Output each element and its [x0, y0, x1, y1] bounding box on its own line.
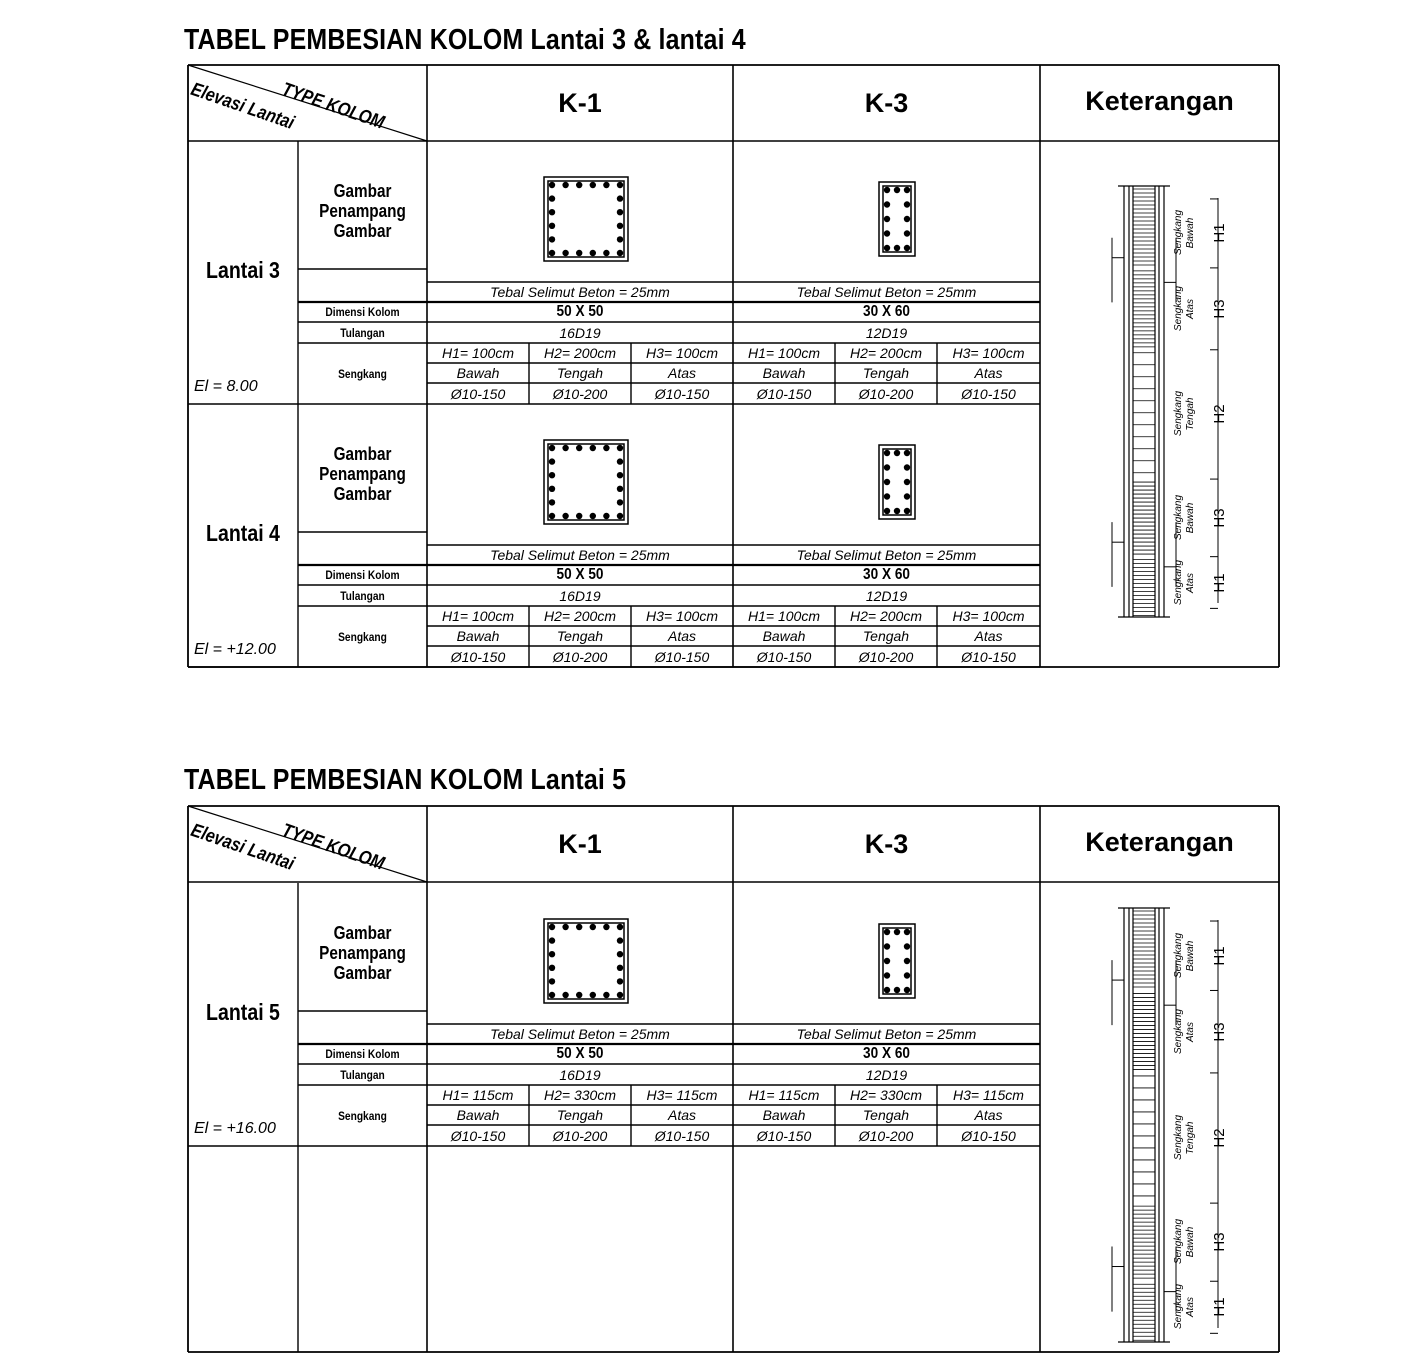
- rebar-dot: [562, 924, 568, 930]
- rebar-dot: [904, 245, 910, 251]
- k3-zone: Bawah: [762, 628, 806, 644]
- rebar-dot: [617, 236, 623, 242]
- k1-zone: Tengah: [556, 628, 604, 644]
- rebar-dot: [576, 992, 582, 998]
- rebar-dot: [549, 992, 555, 998]
- rebar-dot: [549, 499, 555, 505]
- rebar-dot: [549, 472, 555, 478]
- rebar-dot: [549, 965, 555, 971]
- k3-zone: Atas: [974, 1107, 1003, 1123]
- keterangan-sengkang-label: Sengkang: [1173, 559, 1184, 605]
- column-header-k3: K-3: [864, 87, 909, 118]
- k3-cross-section: [879, 924, 915, 998]
- rebar-dot: [576, 513, 582, 519]
- k1-h-value: H1= 100cm: [442, 345, 514, 361]
- keterangan-h-label: H3: [1210, 1022, 1228, 1042]
- rebar-dot: [549, 195, 555, 201]
- gambar-penampang-label: Gambar Penampang Gambar: [319, 181, 406, 241]
- k3-zone: Tengah: [862, 1107, 910, 1123]
- k3-sengkang-value: Ø10-150: [961, 1127, 1016, 1144]
- k1-sengkang-value: Ø10-150: [450, 648, 506, 665]
- rebar-dot: [617, 965, 623, 971]
- k3-sengkang-value: Ø10-150: [756, 648, 812, 665]
- tulangan-label: Tulangan: [340, 588, 385, 603]
- rebar-dot: [904, 187, 910, 193]
- rebar-dot: [904, 201, 910, 207]
- elevasi-lantai-label: Elevasi Lantai: [188, 79, 297, 134]
- floor-elevation: El = +12.00: [194, 641, 276, 658]
- sengkang-label: Sengkang: [338, 1108, 387, 1123]
- k1-h-value: H1= 115cm: [442, 1087, 514, 1103]
- k3-h-value: H3= 115cm: [953, 1087, 1024, 1103]
- k1-cross-section: [544, 919, 628, 1003]
- keterangan-sengkang-label: Sengkang: [1173, 391, 1184, 437]
- rebar-dot: [894, 508, 900, 514]
- keterangan-sengkang-label: Sengkang: [1173, 1284, 1184, 1330]
- rebar-dot: [894, 245, 900, 251]
- k3-zone: Atas: [974, 628, 1003, 644]
- k3-sengkang-value: Ø10-150: [961, 385, 1016, 402]
- rebar-dot: [904, 493, 910, 499]
- rebar-dot: [549, 924, 555, 930]
- k3-tulangan: 12D19: [865, 1066, 908, 1083]
- keterangan-header: Keterangan: [1085, 86, 1234, 116]
- keterangan-h-label: H1: [1210, 946, 1228, 966]
- sengkang-label: Sengkang: [338, 366, 387, 381]
- rebar-dot: [617, 513, 623, 519]
- k1-selimut-beton: Tebal Selimut Beton = 25mm: [490, 547, 670, 563]
- k1-cross-section: [544, 177, 628, 261]
- keterangan-h-label: H1: [1210, 1297, 1228, 1317]
- k1-sengkang-value: Ø10-150: [450, 1127, 506, 1144]
- rebar-dot: [549, 209, 555, 215]
- keterangan-h-label: H2: [1210, 404, 1228, 425]
- rebar-dot: [884, 479, 890, 485]
- table-title: TABEL PEMBESIAN KOLOM Lantai 3 & lantai 4: [184, 24, 746, 56]
- rebar-dot: [904, 230, 910, 236]
- rebar-dot: [549, 937, 555, 943]
- rebar-dot: [617, 445, 623, 451]
- k3-h-value: H3= 100cm: [952, 345, 1025, 361]
- rebar-dot: [904, 987, 910, 993]
- k3-sengkang-value: Ø10-150: [756, 1127, 812, 1144]
- gambar-penampang-label: Gambar Penampang Gambar: [319, 923, 406, 983]
- rebar-dot: [894, 987, 900, 993]
- column-header-k3: K-3: [864, 828, 909, 859]
- k1-zone: Bawah: [456, 628, 500, 644]
- rebar-dot: [884, 929, 890, 935]
- rebar-dot: [617, 937, 623, 943]
- rebar-dot: [603, 445, 609, 451]
- rebar-dot: [590, 513, 596, 519]
- k1-zone: Atas: [667, 628, 696, 644]
- k1-selimut-beton: Tebal Selimut Beton = 25mm: [490, 1026, 670, 1042]
- k1-sengkang-value: Ø10-150: [654, 385, 710, 402]
- k1-sengkang-value: Ø10-150: [654, 648, 710, 665]
- keterangan-zone-label: Bawah: [1185, 1226, 1196, 1258]
- table-title: TABEL PEMBESIAN KOLOM Lantai 5: [184, 764, 627, 796]
- rebar-dot: [617, 182, 623, 188]
- keterangan-zone-label: Atas: [1185, 572, 1196, 593]
- type-kolom-label: TYPE KOLOM: [279, 79, 387, 134]
- k3-sengkang-value: Ø10-200: [858, 1127, 914, 1144]
- k1-h-value: H2= 200cm: [544, 345, 616, 361]
- k1-sengkang-value: Ø10-200: [552, 1127, 608, 1144]
- keterangan-sengkang-label: Sengkang: [1173, 285, 1184, 331]
- k1-h-value: H3= 100cm: [646, 608, 718, 624]
- keterangan-sengkang-label: Sengkang: [1173, 1114, 1184, 1161]
- k3-h-value: H2= 200cm: [850, 608, 922, 624]
- k3-zone: Tengah: [862, 365, 910, 381]
- dimensi-kolom-label: Dimensi Kolom: [325, 568, 400, 582]
- rebar-dot: [904, 508, 910, 514]
- rebar-dot: [549, 458, 555, 464]
- tulangan-label: Tulangan: [340, 325, 385, 340]
- k1-sengkang-value: Ø10-200: [552, 385, 608, 402]
- k3-h-value: H3= 100cm: [952, 608, 1025, 624]
- rebar-dot: [884, 464, 890, 470]
- rebar-dot: [562, 513, 568, 519]
- k3-tulangan: 12D19: [865, 324, 908, 341]
- rebar-dot: [562, 182, 568, 188]
- k1-zone: Tengah: [556, 1107, 604, 1123]
- k1-selimut-beton: Tebal Selimut Beton = 25mm: [490, 284, 670, 300]
- column-header-k1: K-1: [558, 828, 602, 859]
- keterangan-sengkang-label: Sengkang: [1173, 1008, 1184, 1054]
- keterangan-sengkang-label: Sengkang: [1173, 1219, 1184, 1265]
- k3-h-value: H1= 100cm: [748, 345, 820, 361]
- k3-cross-section: [879, 445, 915, 519]
- rebar-dot: [549, 182, 555, 188]
- rebar-dot: [617, 472, 623, 478]
- rebar-dot: [590, 445, 596, 451]
- floor-name: Lantai 4: [206, 519, 280, 546]
- rebar-dot: [617, 223, 623, 229]
- rebar-dot: [884, 216, 890, 222]
- keterangan-sengkang-label: Sengkang: [1173, 210, 1184, 256]
- keterangan-h-label: H1: [1210, 572, 1228, 593]
- tulangan-label: Tulangan: [340, 1067, 385, 1082]
- rebar-dot: [617, 250, 623, 256]
- k1-zone: Bawah: [456, 365, 500, 381]
- floor-name: Lantai 3: [206, 256, 280, 283]
- keterangan-h-label: H3: [1210, 1232, 1228, 1252]
- dimensi-kolom-label: Dimensi Kolom: [325, 305, 400, 319]
- rebar-dot: [884, 943, 890, 949]
- rebar-dot: [549, 486, 555, 492]
- rebar-dot: [562, 250, 568, 256]
- k1-h-value: H2= 200cm: [544, 608, 616, 624]
- floor-elevation: El = 8.00: [194, 378, 258, 395]
- rebar-dot: [904, 216, 910, 222]
- sengkang-label: Sengkang: [338, 629, 387, 644]
- rebar-dot: [884, 987, 890, 993]
- keterangan-zone-label: Atas: [1185, 1021, 1196, 1042]
- rebar-dot: [617, 951, 623, 957]
- k3-selimut-beton: Tebal Selimut Beton = 25mm: [796, 547, 977, 563]
- dimensi-kolom-label: Dimensi Kolom: [325, 1047, 400, 1061]
- rebar-dot: [617, 499, 623, 505]
- keterangan-zone-label: Bawah: [1185, 218, 1196, 249]
- k1-dimensi: 50 X 50: [556, 566, 604, 583]
- k1-tulangan: 16D19: [559, 324, 601, 341]
- rebar-dot: [617, 209, 623, 215]
- k1-tulangan: 16D19: [559, 587, 601, 604]
- rebar-dot: [576, 445, 582, 451]
- k1-cross-section: [544, 440, 628, 524]
- rebar-dot: [603, 924, 609, 930]
- column-header-k1: K-1: [558, 87, 602, 118]
- keterangan-h-label: H1: [1210, 223, 1228, 243]
- rebar-dot: [590, 250, 596, 256]
- rebar-dot: [904, 943, 910, 949]
- k3-selimut-beton: Tebal Selimut Beton = 25mm: [796, 1026, 977, 1042]
- k3-h-value: H1= 100cm: [748, 608, 820, 624]
- rebar-dot: [904, 929, 910, 935]
- rebar-dot: [603, 992, 609, 998]
- rebar-dot: [549, 250, 555, 256]
- rebar-dot: [603, 513, 609, 519]
- rebar-dot: [904, 972, 910, 978]
- rebar-dot: [884, 230, 890, 236]
- k1-h-value: H3= 100cm: [646, 345, 718, 361]
- rebar-dot: [576, 182, 582, 188]
- rebar-dot: [904, 464, 910, 470]
- rebar-dot: [576, 250, 582, 256]
- rebar-dot: [884, 245, 890, 251]
- rebar-dot: [884, 958, 890, 964]
- k1-h-value: H3= 115cm: [646, 1087, 718, 1103]
- rebar-dot: [617, 992, 623, 998]
- k1-zone: Atas: [667, 1107, 696, 1123]
- k3-sengkang-value: Ø10-150: [756, 385, 812, 402]
- rebar-dot: [590, 924, 596, 930]
- keterangan-zone-label: Atas: [1185, 1297, 1196, 1318]
- rebar-dot: [617, 195, 623, 201]
- type-kolom-label: TYPE KOLOM: [279, 820, 387, 875]
- keterangan-sengkang-label: Sengkang: [1173, 494, 1184, 540]
- k3-h-value: H2= 330cm: [850, 1087, 922, 1103]
- k1-h-value: H2= 330cm: [544, 1087, 616, 1103]
- k3-zone: Bawah: [762, 365, 806, 381]
- k3-zone: Atas: [974, 365, 1003, 381]
- rebar-dot: [617, 458, 623, 464]
- k3-selimut-beton: Tebal Selimut Beton = 25mm: [796, 284, 977, 300]
- k1-dimensi: 50 X 50: [556, 1045, 604, 1062]
- rebar-dot: [884, 972, 890, 978]
- k1-sengkang-value: Ø10-150: [654, 1127, 710, 1144]
- rebar-dot: [884, 187, 890, 193]
- rebar-dot: [894, 187, 900, 193]
- rebar-dot: [894, 450, 900, 456]
- k3-cross-section: [879, 182, 915, 256]
- rebar-dot: [549, 513, 555, 519]
- floor-name: Lantai 5: [206, 998, 280, 1025]
- keterangan-sengkang-label: Sengkang: [1173, 932, 1184, 978]
- keterangan-zone-label: Bawah: [1185, 502, 1196, 534]
- k3-h-value: H2= 200cm: [850, 345, 922, 361]
- rebar-dot: [576, 924, 582, 930]
- k3-zone: Tengah: [862, 628, 910, 644]
- rebar-dot: [549, 978, 555, 984]
- rebar-dot: [603, 182, 609, 188]
- rebar-dot: [590, 182, 596, 188]
- k1-dimensi: 50 X 50: [556, 303, 604, 320]
- rebar-dot: [884, 493, 890, 499]
- keterangan-h-label: H3: [1210, 299, 1228, 319]
- rebar-dot: [894, 929, 900, 935]
- elevasi-lantai-label: Elevasi Lantai: [188, 820, 297, 875]
- keterangan-h-label: H2: [1210, 1128, 1228, 1148]
- rebar-dot: [884, 508, 890, 514]
- k3-dimensi: 30 X 60: [863, 566, 910, 583]
- rebar-dot: [617, 924, 623, 930]
- keterangan-zone-label: Tengah: [1185, 1121, 1196, 1155]
- rebar-dot: [884, 201, 890, 207]
- keterangan-header: Keterangan: [1085, 827, 1234, 857]
- k1-h-value: H1= 100cm: [442, 608, 514, 624]
- gambar-penampang-label: Gambar Penampang Gambar: [319, 444, 406, 504]
- k1-zone: Atas: [667, 365, 696, 381]
- k1-zone: Bawah: [456, 1107, 500, 1123]
- rebar-dot: [904, 958, 910, 964]
- k1-sengkang-value: Ø10-150: [450, 385, 506, 402]
- rebar-dot: [603, 250, 609, 256]
- rebar-dot: [884, 450, 890, 456]
- rebar-dot: [590, 992, 596, 998]
- keterangan-h-label: H3: [1210, 508, 1228, 528]
- rebar-dot: [549, 445, 555, 451]
- k3-dimensi: 30 X 60: [863, 303, 910, 320]
- k3-tulangan: 12D19: [865, 587, 908, 604]
- rebar-dot: [562, 992, 568, 998]
- k3-dimensi: 30 X 60: [863, 1045, 910, 1062]
- k3-zone: Bawah: [762, 1107, 806, 1123]
- k3-h-value: H1= 115cm: [748, 1087, 820, 1103]
- rebar-dot: [549, 236, 555, 242]
- k1-tulangan: 16D19: [559, 1066, 601, 1083]
- k3-sengkang-value: Ø10-200: [858, 385, 914, 402]
- rebar-dot: [904, 479, 910, 485]
- keterangan-zone-label: Tengah: [1185, 397, 1196, 431]
- rebar-dot: [549, 951, 555, 957]
- rebar-dot: [617, 978, 623, 984]
- k1-sengkang-value: Ø10-200: [552, 648, 608, 665]
- keterangan-zone-label: Bawah: [1185, 940, 1196, 972]
- keterangan-zone-label: Atas: [1185, 298, 1196, 319]
- rebar-dot: [617, 486, 623, 492]
- k3-sengkang-value: Ø10-200: [858, 648, 914, 665]
- rebar-dot: [549, 223, 555, 229]
- rebar-dot: [562, 445, 568, 451]
- floor-elevation: El = +16.00: [194, 1120, 276, 1137]
- k1-zone: Tengah: [556, 365, 604, 381]
- rebar-dot: [904, 450, 910, 456]
- k3-sengkang-value: Ø10-150: [961, 648, 1016, 665]
